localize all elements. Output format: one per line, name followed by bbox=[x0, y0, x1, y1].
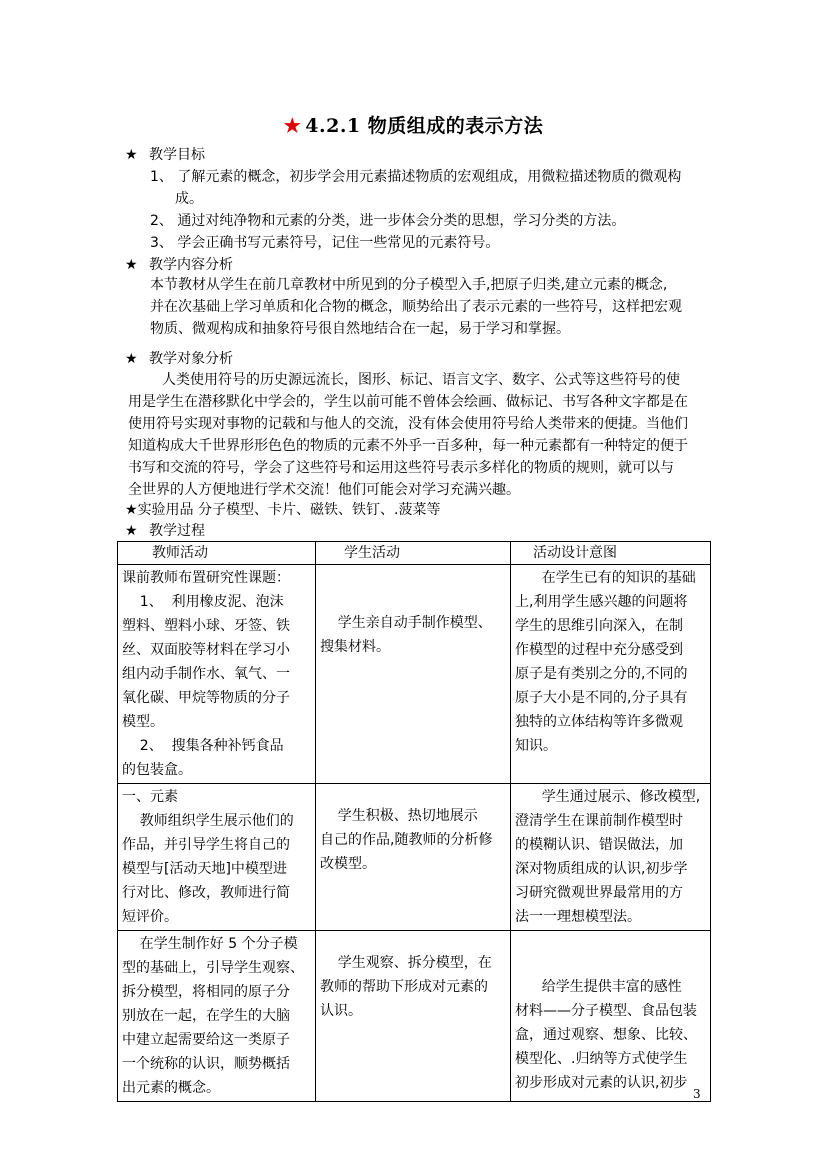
cell-line: 的模糊认识、错误做法，加 bbox=[515, 837, 683, 853]
goal-item: 2、 通过对纯净物和元素的分类，进一步体会分类的思想，学习分类的方法。 bbox=[150, 213, 626, 229]
cell-line: 的包装盒。 bbox=[122, 762, 192, 778]
table-row bbox=[118, 565, 711, 784]
cell-line: 2、 搜集各种补钙食品 bbox=[122, 738, 284, 754]
goal-item: 1、 了解元素的概念，初步学会用元素描述物质的宏观组成，用微粒描述物质的微观构 bbox=[150, 169, 682, 185]
star-bullet-icon: ★ bbox=[125, 147, 138, 163]
section-content-heading bbox=[125, 256, 233, 275]
cell-line: 课前教师布置研究性课题： bbox=[122, 570, 290, 586]
table-row bbox=[118, 784, 711, 931]
section-heading: 教学对象分析 bbox=[149, 351, 233, 367]
student-cell bbox=[316, 784, 511, 931]
students-line: 用是学生在潜移默化中学会的，学生以前可能不曾体会绘画、做标记、书写各种文字都是在 bbox=[128, 394, 688, 410]
cell-line: 学生亲自动手制作模型、 bbox=[320, 615, 492, 631]
cell-line: 出元素的概念。 bbox=[122, 1080, 220, 1096]
intent-cell bbox=[511, 784, 711, 931]
students-line: 人类使用符号的历史源远流长，图形、标记、语言文字、数字、公式等这些符号的使 bbox=[162, 372, 680, 388]
section-process-heading bbox=[125, 522, 205, 541]
cell-line: 拆分模型，将相同的原子分 bbox=[122, 984, 290, 1000]
table-header-row bbox=[118, 542, 711, 565]
goal-item: 3、 学会正确书写元素符号，记住一些常见的元素符号。 bbox=[150, 235, 500, 251]
section-heading: 教学内容分析 bbox=[149, 257, 233, 273]
cell-line: 学生积极、热切地展示 bbox=[320, 808, 478, 824]
student-cell bbox=[316, 931, 511, 1102]
intent-cell bbox=[511, 565, 711, 784]
cell-line: 盒，通过观察、想象、比较、 bbox=[515, 1027, 697, 1043]
star-icon: ★ bbox=[283, 115, 302, 137]
goal-item: 成。 bbox=[175, 191, 203, 207]
cell-line: 丝、双面胶等材料在学习小 bbox=[122, 642, 290, 658]
teacher-cell bbox=[118, 931, 316, 1102]
cell-line: 模型。 bbox=[122, 714, 164, 730]
section-heading: 教学目标 bbox=[149, 147, 205, 163]
cell-line: 一个统称的认识，顺势概括 bbox=[122, 1056, 290, 1072]
cell-line: 学生通过展示、修改模型, bbox=[515, 789, 701, 805]
cell-line: 给学生提供丰富的感性 bbox=[515, 979, 682, 995]
cell-line: 组内动手制作水、氧气、一 bbox=[122, 666, 290, 682]
section-goals-heading bbox=[125, 146, 205, 165]
cell-line: 习研究微观世界最常用的方 bbox=[515, 885, 683, 901]
content-line: 本节教材从学生在前几章教材中所见到的分子模型入手,把原子归类,建立元素的概念, bbox=[150, 277, 668, 293]
title-text: 4.2.1 物质组成的表示方法 bbox=[305, 115, 544, 137]
cell-line: 教师组织学生展示他们的 bbox=[122, 813, 294, 829]
cell-line: 搜集材料。 bbox=[320, 639, 390, 655]
cell-line: 塑料、塑料小球、牙签、铁 bbox=[122, 618, 290, 634]
section-students-heading bbox=[125, 350, 233, 369]
table-row bbox=[118, 931, 711, 1102]
students-line: 使用符号实现对事物的记载和与他人的交流，没有体会使用符号给人类带来的便捷。当他们 bbox=[128, 416, 688, 432]
cell-line: 法一一理想模型法。 bbox=[515, 909, 641, 925]
cell-line: 学生观察、拆分模型，在 bbox=[320, 955, 492, 971]
cell-line: 作模型的过程中充分感受到 bbox=[515, 642, 683, 658]
cell-line: 行对比、修改，教师进行简 bbox=[122, 885, 290, 901]
materials-text: 实验用品 分子模型、卡片、磁铁、铁钉、.菠菜等 bbox=[137, 502, 441, 518]
cell-line: 中建立起需要给这一类原子 bbox=[122, 1032, 290, 1048]
cell-line: 原子大小是不同的,分子具有 bbox=[515, 690, 688, 706]
cell-line: 短评价。 bbox=[122, 909, 178, 925]
cell-line: 知识。 bbox=[515, 738, 557, 754]
cell-line: 材料——分子模型、食品包装 bbox=[515, 1003, 697, 1019]
cell-line: 初步形成对元素的认识,初步 bbox=[515, 1075, 688, 1091]
cell-line: 型的基础上，引导学生观察、 bbox=[122, 960, 304, 976]
teacher-cell bbox=[118, 565, 316, 784]
cell-line: 自己的作品,随教师的分析修 bbox=[320, 832, 493, 848]
cell-line: 一、元素 bbox=[122, 789, 178, 805]
students-line: 书写和交流的符号，学会了这些符号和运用这些符号表示多样化的物质的规则，就可以与 bbox=[128, 460, 674, 476]
cell-line: 在学生已有的知识的基础 bbox=[515, 570, 696, 586]
cell-line: 在学生制作好 5 个分子模 bbox=[122, 936, 298, 952]
table-header-cell: 学生活动 bbox=[316, 542, 511, 565]
cell-line: 学生的思维引向深入，在制 bbox=[515, 618, 683, 634]
star-bullet-icon: ★ bbox=[125, 351, 138, 367]
cell-line: 上,利用学生感兴趣的问题将 bbox=[515, 594, 688, 610]
cell-line: 教师的帮助下形成对元素的 bbox=[320, 979, 488, 995]
cell-line: 改模型。 bbox=[320, 856, 376, 872]
star-bullet-icon: ★ bbox=[125, 502, 138, 518]
section-heading: 教学过程 bbox=[149, 523, 205, 539]
star-bullet-icon: ★ bbox=[125, 523, 138, 539]
process-table bbox=[117, 541, 711, 1102]
content-line: 并在次基础上学习单质和化合物的概念，顺势给出了表示元素的一些符号，这样把宏观 bbox=[150, 299, 682, 315]
cell-line: 认识。 bbox=[320, 1003, 362, 1019]
teacher-cell bbox=[118, 784, 316, 931]
cell-line: 深对物质组成的认识,初步学 bbox=[515, 861, 688, 877]
table-header-cell: 教师活动 bbox=[118, 542, 316, 565]
materials-line bbox=[125, 501, 440, 520]
table-header-cell: 活动设计意图 bbox=[511, 542, 711, 565]
students-line: 全世界的人方便地进行学术交流！他们可能会对学习充满兴趣。 bbox=[128, 482, 520, 498]
cell-line: 澄清学生在课前制作模型时 bbox=[515, 813, 683, 829]
cell-line: 氧化碳、甲烷等物质的分子 bbox=[122, 690, 290, 706]
cell-line: 模型与[活动天地]中模型进 bbox=[122, 861, 287, 877]
intent-cell bbox=[511, 931, 711, 1102]
star-bullet-icon: ★ bbox=[125, 257, 138, 273]
cell-line: 别放在一起，在学生的大脑 bbox=[122, 1008, 290, 1024]
students-line: 知道构成大千世界形形色色的物质的元素不外乎一百多种，每一种元素都有一种特定的便于 bbox=[128, 438, 688, 454]
content-line: 物质、微观构成和抽象符号很自然地结合在一起，易于学习和掌握。 bbox=[150, 321, 570, 337]
page-number: 3 bbox=[693, 1087, 701, 1101]
cell-line: 原子是有类别之分的,不同的 bbox=[515, 666, 688, 682]
cell-line: 模型化、.归纳等方式使学生 bbox=[515, 1051, 688, 1067]
page-title bbox=[0, 111, 827, 138]
cell-line: 独特的立体结构等许多微观 bbox=[515, 714, 683, 730]
cell-line: 作品，并引导学生将自己的 bbox=[122, 837, 290, 853]
cell-line: 1、 利用橡皮泥、泡沫 bbox=[122, 594, 284, 610]
student-cell bbox=[316, 565, 511, 784]
